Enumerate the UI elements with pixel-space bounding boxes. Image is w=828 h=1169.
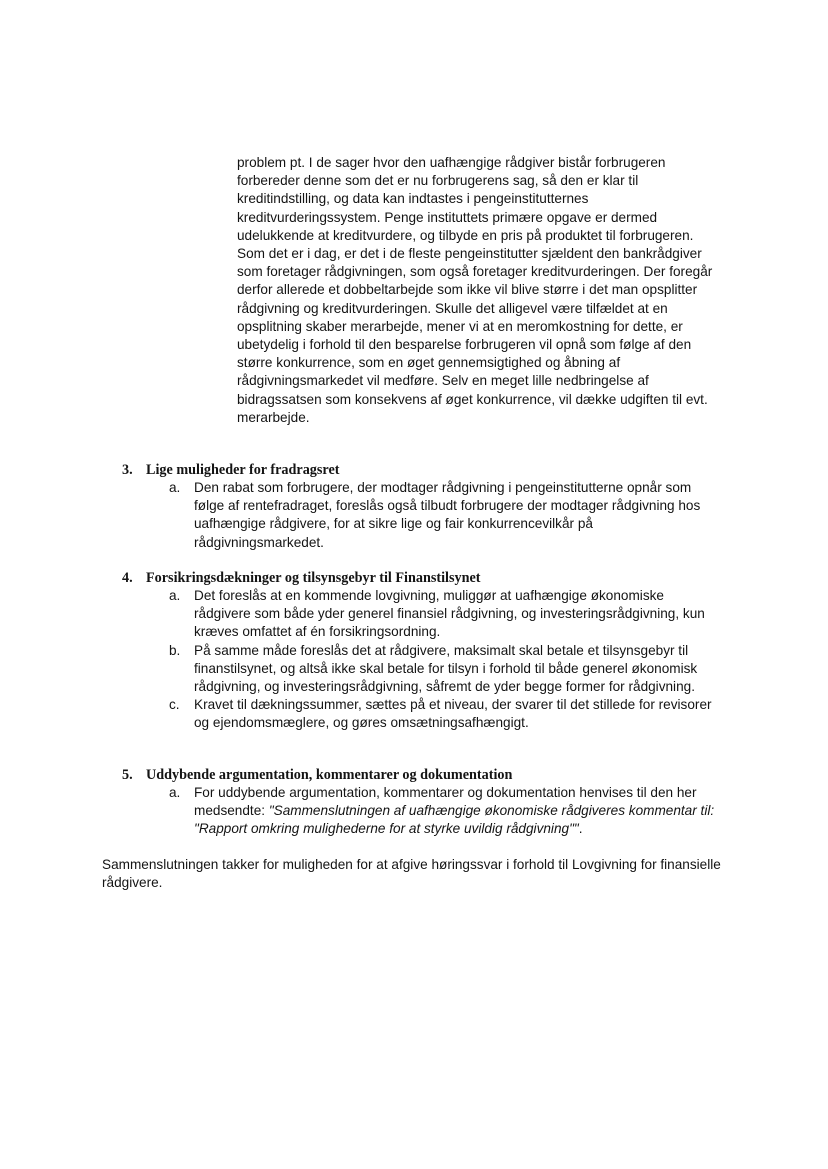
section-items [122, 784, 722, 839]
section-items [122, 479, 722, 552]
list-item [122, 587, 722, 642]
closing-paragraph: Sammenslutningen takker for muligheden for at afgive høringssvar i forhold til Lovgivning for finansielle rådgivere. [102, 857, 721, 891]
item-text: Den rabat som forbrugere, der modtager rådgivning i pengeinstitutterne opnår som følge af rentefradraget, foreslås også tilbudt forbrugere der modtager rådgivning hos uafhængige rådgivere, for at sikre lige og fair konkurrencevilkår på rådgivningsmarkedet. [194, 480, 701, 550]
item-letter: b. [169, 642, 181, 658]
section-heading [122, 461, 722, 479]
list-item [122, 696, 722, 732]
item-letter: c. [169, 697, 180, 713]
section-items [122, 587, 722, 733]
item-text: På samme måde foreslås det at rådgivere, maksimalt skal betale et tilsynsgebyr til finanstilsynet, og altså ikke skal betale for tilsyn i forhold til både generel økonomisk rådgivning, og investeringsrådgivning, såfremt de yder begge former for rådgivning. [194, 642, 698, 695]
list-item [122, 784, 722, 839]
section-4 [122, 569, 722, 733]
item-text: Kravet til dækningssummer, sættes på et niveau, der svarer til det stillede for revisorer og ejendomsmæglere, og gøres omsætningsafhængigt. [194, 697, 712, 731]
item-text-italic: "Sammenslutningen af uafhængige økonomiske rådgiveres kommentar til: "Rapport omkring mulighederne for at styrke uvildig rådgivning"" [194, 803, 715, 837]
section-5 [122, 766, 722, 839]
list-item [122, 642, 722, 697]
section-number: 3. [122, 462, 133, 478]
section-heading [122, 766, 722, 784]
section-title: Forsikringsdækninger og tilsynsgebyr til Finanstilsynet [146, 570, 481, 586]
item-text-end: . [578, 821, 583, 837]
item-letter: a. [169, 480, 181, 495]
item-text: Det foreslås at en kommende lovgivning, muliggør at uafhængige økonomiske rådgivere som både yder generel finansiel rådgivning, og investeringsrådgivning, kun kræves omfattet af én forsikringsordning. [194, 588, 705, 640]
section-title: Lige muligheder for fradragsret [146, 462, 340, 478]
section-number: 4. [122, 570, 133, 586]
section-title: Uddybende argumentation, kommentarer og dokumentation [146, 767, 513, 783]
section-heading [122, 569, 722, 587]
item-letter: a. [169, 588, 181, 603]
list-item [122, 479, 722, 552]
item-letter: a. [169, 785, 181, 800]
item-text [194, 785, 714, 836]
continuation-paragraph: problem pt. I de sager hvor den uafhængige rådgiver bistår forbrugeren forbereder denne som det er nu forbrugerens sag, så den er klar til kreditindstilling, og data kan indtastes i pengeinstitutternes kreditvurderingssystem. Penge instituttets primære opgave er dermed udelukkende at kreditvurdere, og tilbyde en pris på produktet til forbrugeren. Som det er i dag, er det i de fleste pengeinstitutter sjældent den bankrådgiver som foretager rådgivningen, som også foretager kreditvurderingen. Der foregår derfor allerede et dobbeltarbejde som ikke vil blive større i det man opsplitter rådgivning og kreditvurderingen. Skulle det alligevel være tilfældet at en opsplitning skaber merarbejde, mener vi at en meromkostning for dette, er ubetydelig i forhold til den besparelse forbrugeren vil opnå som følge af den større konkurrence, som en øget gennemsigtighed og åbning af rådgivningsmarkedet vil medføre. Selv en meget lille nedbringelse af bidragssatsen som konsekvens af øget konkurrence, vil dække udgiften til evt. merarbejde. [237, 155, 713, 425]
item-text-plain: For uddybende argumentation, kommentarer og dokumentation henvises til den her medsendte: [194, 785, 697, 819]
section-3 [122, 461, 722, 552]
section-number: 5. [122, 767, 133, 783]
